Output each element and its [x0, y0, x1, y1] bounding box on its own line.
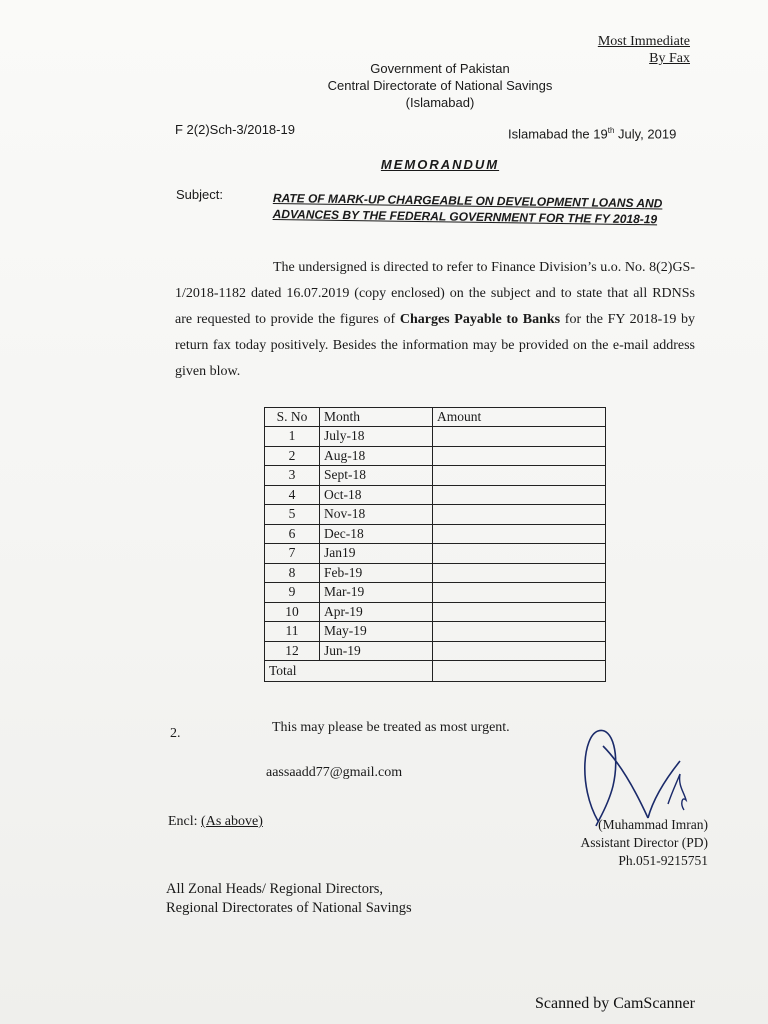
letterhead-line-1: Government of Pakistan	[370, 61, 510, 76]
table-row	[265, 641, 606, 661]
row-month: Apr-19	[320, 602, 433, 622]
row-month: Aug-18	[320, 446, 433, 466]
row-month: Nov-18	[320, 505, 433, 525]
date-suffix: July, 2019	[614, 126, 677, 142]
row-month: Feb-19	[320, 563, 433, 583]
letterhead-line-2: Central Directorate of National Savings	[327, 78, 553, 93]
row-amount	[433, 583, 606, 603]
paragraph-2-number: 2.	[170, 726, 181, 741]
row-amount	[433, 524, 606, 544]
row-sno: 2	[265, 446, 320, 466]
table-total-row	[265, 661, 606, 682]
row-month: Sept-18	[320, 466, 433, 486]
row-sno: 9	[265, 583, 320, 603]
reference-number: F 2(2)Sch-3/2018-19	[175, 122, 295, 137]
table-row	[265, 485, 606, 505]
row-sno: 8	[265, 563, 320, 583]
row-month: Jun-19	[320, 641, 433, 661]
row-amount	[433, 563, 606, 583]
charges-table	[264, 407, 606, 682]
signatory-title: Assistant Director (PD)	[580, 835, 708, 850]
row-sno: 6	[265, 524, 320, 544]
row-month: Mar-19	[320, 583, 433, 603]
row-month: May-19	[320, 622, 433, 642]
enclosure-line	[168, 814, 263, 830]
table-row	[265, 544, 606, 564]
total-label: Total	[265, 661, 433, 682]
table-row	[265, 466, 606, 486]
total-amount	[433, 661, 606, 682]
row-sno: 11	[265, 622, 320, 642]
table-row	[265, 622, 606, 642]
row-sno: 5	[265, 505, 320, 525]
row-amount	[433, 427, 606, 447]
header-month: Month	[320, 408, 433, 427]
signatory-phone: Ph.051-9215751	[618, 853, 708, 868]
priority-line-2: By Fax	[649, 51, 690, 66]
row-amount	[433, 602, 606, 622]
table-row	[265, 583, 606, 603]
scanner-watermark: Scanned by CamScanner	[535, 995, 695, 1012]
table-row	[265, 563, 606, 583]
contact-email: aassaadd77@gmail.com	[266, 765, 403, 780]
subject-label: Subject:	[176, 187, 223, 202]
recipients-line-2: Regional Directorates of National Savings	[166, 900, 412, 916]
signatory-name: (Muhammad Imran)	[598, 817, 708, 832]
row-amount	[433, 485, 606, 505]
header-sno: S. No	[265, 408, 320, 427]
body-text-bold: Charges Payable to Banks	[399, 312, 561, 327]
signatory-block	[548, 816, 708, 870]
enclosure-value: (As above)	[201, 814, 263, 829]
date-prefix: Islamabad the 19	[508, 126, 608, 142]
row-sno: 3	[265, 466, 320, 486]
header-amount: Amount	[433, 408, 606, 427]
memo-title: MEMORANDUM	[380, 157, 500, 172]
table-header-row	[265, 408, 606, 427]
subject-text: RATE OF MARK-UP CHARGEABLE ON DEVELOPMENT LOANS AND ADVANCES BY THE FEDERAL GOVERNMENT FOR THE FY 2018-19	[272, 190, 663, 227]
letterhead-line-3: (Islamabad)	[405, 95, 475, 110]
row-sno: 4	[265, 485, 320, 505]
row-amount	[433, 544, 606, 564]
table-row	[265, 602, 606, 622]
table-row	[265, 524, 606, 544]
recipients	[166, 880, 412, 918]
body-text-part-1: The undersigned is directed to refer to Finance Division’s u.o. No. 8(2)GS-1/2018-1182 dated 16.07.2019 (copy enclosed) on the subject and to state that all RDNSs are requested to provide the figures of	[175, 260, 695, 327]
body-paragraph	[175, 255, 695, 385]
row-sno: 12	[265, 641, 320, 661]
row-month: Oct-18	[320, 485, 433, 505]
row-amount	[433, 446, 606, 466]
row-amount	[433, 641, 606, 661]
row-amount	[433, 505, 606, 525]
paragraph-2-text: This may please be treated as most urgent.	[272, 720, 510, 735]
recipients-line-1: All Zonal Heads/ Regional Directors,	[166, 881, 384, 897]
date-suffix-sup: th	[607, 126, 615, 135]
enclosure-label: Encl:	[168, 814, 202, 829]
row-amount	[433, 466, 606, 486]
table-row	[265, 427, 606, 447]
table-row	[265, 505, 606, 525]
row-month: Dec-18	[320, 524, 433, 544]
table-row	[265, 446, 606, 466]
letterhead	[0, 60, 768, 111]
body-text-part-2: for the FY 2018-19 by return fax today positively. Besides the information may be provided on the e-mail address given blow.	[175, 312, 696, 379]
row-sno: 10	[265, 602, 320, 622]
row-month: July-18	[320, 427, 433, 447]
row-sno: 7	[265, 544, 320, 564]
row-amount	[433, 622, 606, 642]
priority-line-1: Most Immediate	[597, 34, 690, 49]
row-sno: 1	[265, 427, 320, 447]
memo-date	[508, 126, 676, 141]
row-month: Jan19	[320, 544, 433, 564]
